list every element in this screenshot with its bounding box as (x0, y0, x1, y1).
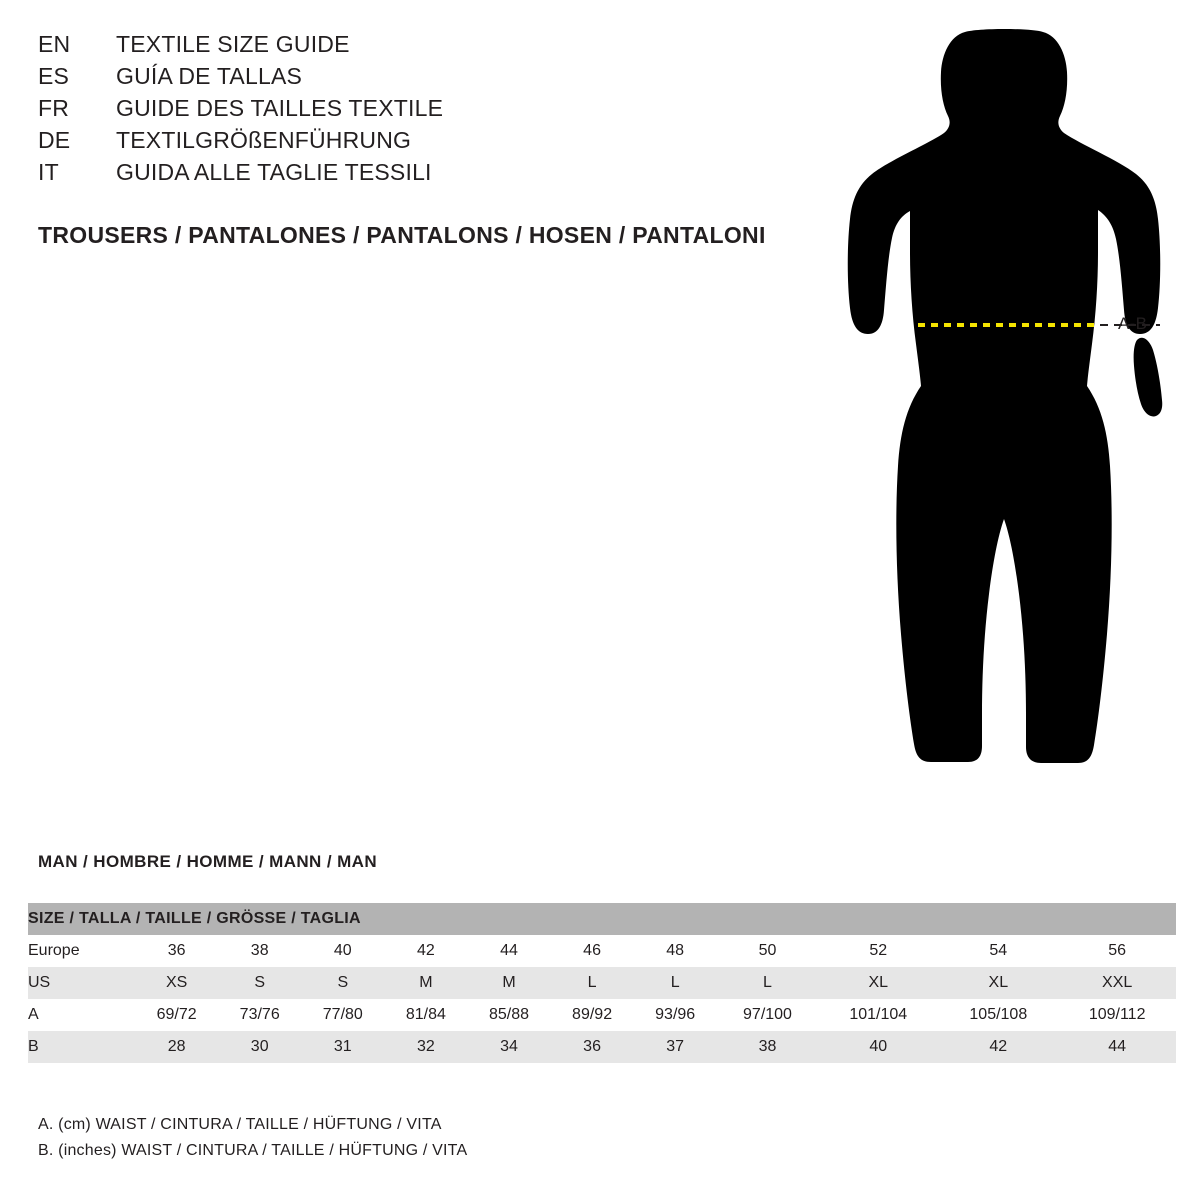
footnote-a: A. (cm) WAIST / CINTURA / TAILLE / HÜFTUNG / VITA (38, 1116, 442, 1133)
language-row-it (38, 156, 798, 188)
cell-europe-3: 40 (301, 935, 384, 967)
cell-b-5: 34 (467, 1031, 550, 1063)
row-label-us: US (28, 967, 135, 999)
cell-b-3: 31 (301, 1031, 384, 1063)
cell-europe-4: 42 (384, 935, 467, 967)
cell-b-8: 38 (717, 1031, 819, 1063)
cell-us-11: XXL (1058, 967, 1176, 999)
cell-us-5: M (467, 967, 550, 999)
cell-a-2: 73/76 (218, 999, 301, 1031)
row-label-a: A (28, 999, 135, 1031)
footnote-b: B. (inches) WAIST / CINTURA / TAILLE / HÜFTUNG / VITA (38, 1142, 468, 1159)
cell-europe-1: 36 (135, 935, 218, 967)
cell-a-3: 77/80 (301, 999, 384, 1031)
cell-b-7: 37 (634, 1031, 717, 1063)
man-silhouette-figure (800, 14, 1200, 804)
cell-europe-8: 50 (717, 935, 819, 967)
table-row (28, 935, 1176, 967)
row-label-b: B (28, 1031, 135, 1063)
table-row (28, 1031, 1176, 1063)
cell-europe-7: 48 (634, 935, 717, 967)
cell-b-1: 28 (135, 1031, 218, 1063)
language-text-en: TEXTILE SIZE GUIDE (116, 31, 350, 57)
cell-a-7: 93/96 (634, 999, 717, 1031)
cell-b-11: 44 (1058, 1031, 1176, 1063)
language-title-block (38, 28, 798, 188)
language-code-it: IT (38, 159, 59, 185)
cell-us-6: L (551, 967, 634, 999)
language-code-de: DE (38, 127, 71, 153)
language-text-it: GUIDA ALLE TAGLIE TESSILI (116, 159, 432, 185)
cell-europe-6: 46 (551, 935, 634, 967)
cell-us-3: S (301, 967, 384, 999)
cell-europe-10: 54 (938, 935, 1058, 967)
language-text-es: GUÍA DE TALLAS (116, 63, 303, 89)
language-code-fr: FR (38, 95, 70, 121)
language-text-de: TEXTILGRÖßENFÜHRUNG (116, 127, 412, 153)
cell-a-5: 85/88 (467, 999, 550, 1031)
cell-us-7: L (634, 967, 717, 999)
language-row-de (38, 124, 798, 156)
cell-us-9: XL (818, 967, 938, 999)
cell-a-10: 105/108 (938, 999, 1058, 1031)
cell-europe-9: 52 (818, 935, 938, 967)
cell-b-4: 32 (384, 1031, 467, 1063)
language-code-en: EN (38, 31, 71, 57)
gender-section-label: MAN / HOMBRE / HOMME / MANN / MAN (38, 852, 378, 871)
cell-us-1: XS (135, 967, 218, 999)
garment-type-title: TROUSERS / PANTALONES / PANTALONS / HOSEN / PANTALONI (38, 222, 766, 248)
language-code-es: ES (38, 63, 70, 89)
cell-b-2: 30 (218, 1031, 301, 1063)
language-row-es (38, 60, 798, 92)
cell-a-1: 69/72 (135, 999, 218, 1031)
cell-a-11: 109/112 (1058, 999, 1176, 1031)
cell-us-2: S (218, 967, 301, 999)
silhouette-shape (848, 29, 1163, 763)
size-table-header-label: SIZE / TALLA / TAILLE / GRÖSSE / TAGLIA (28, 903, 1176, 935)
cell-b-6: 36 (551, 1031, 634, 1063)
table-row (28, 999, 1176, 1031)
cell-us-8: L (717, 967, 819, 999)
cell-europe-11: 56 (1058, 935, 1176, 967)
size-table (28, 903, 1176, 1063)
cell-a-6: 89/92 (551, 999, 634, 1031)
cell-europe-2: 38 (218, 935, 301, 967)
table-row (28, 967, 1176, 999)
cell-europe-5: 44 (467, 935, 550, 967)
cell-a-4: 81/84 (384, 999, 467, 1031)
language-row-fr (38, 92, 798, 124)
footnotes (38, 1112, 467, 1164)
cell-b-9: 40 (818, 1031, 938, 1063)
language-row-en (38, 28, 798, 60)
language-text-fr: GUIDE DES TAILLES TEXTILE (116, 95, 444, 121)
cell-us-4: M (384, 967, 467, 999)
cell-a-8: 97/100 (717, 999, 819, 1031)
size-table-header-row (28, 903, 1176, 935)
measure-label-ab: A-B (1118, 314, 1148, 333)
row-label-europe: Europe (28, 935, 135, 967)
cell-a-9: 101/104 (818, 999, 938, 1031)
cell-us-10: XL (938, 967, 1058, 999)
cell-b-10: 42 (938, 1031, 1058, 1063)
